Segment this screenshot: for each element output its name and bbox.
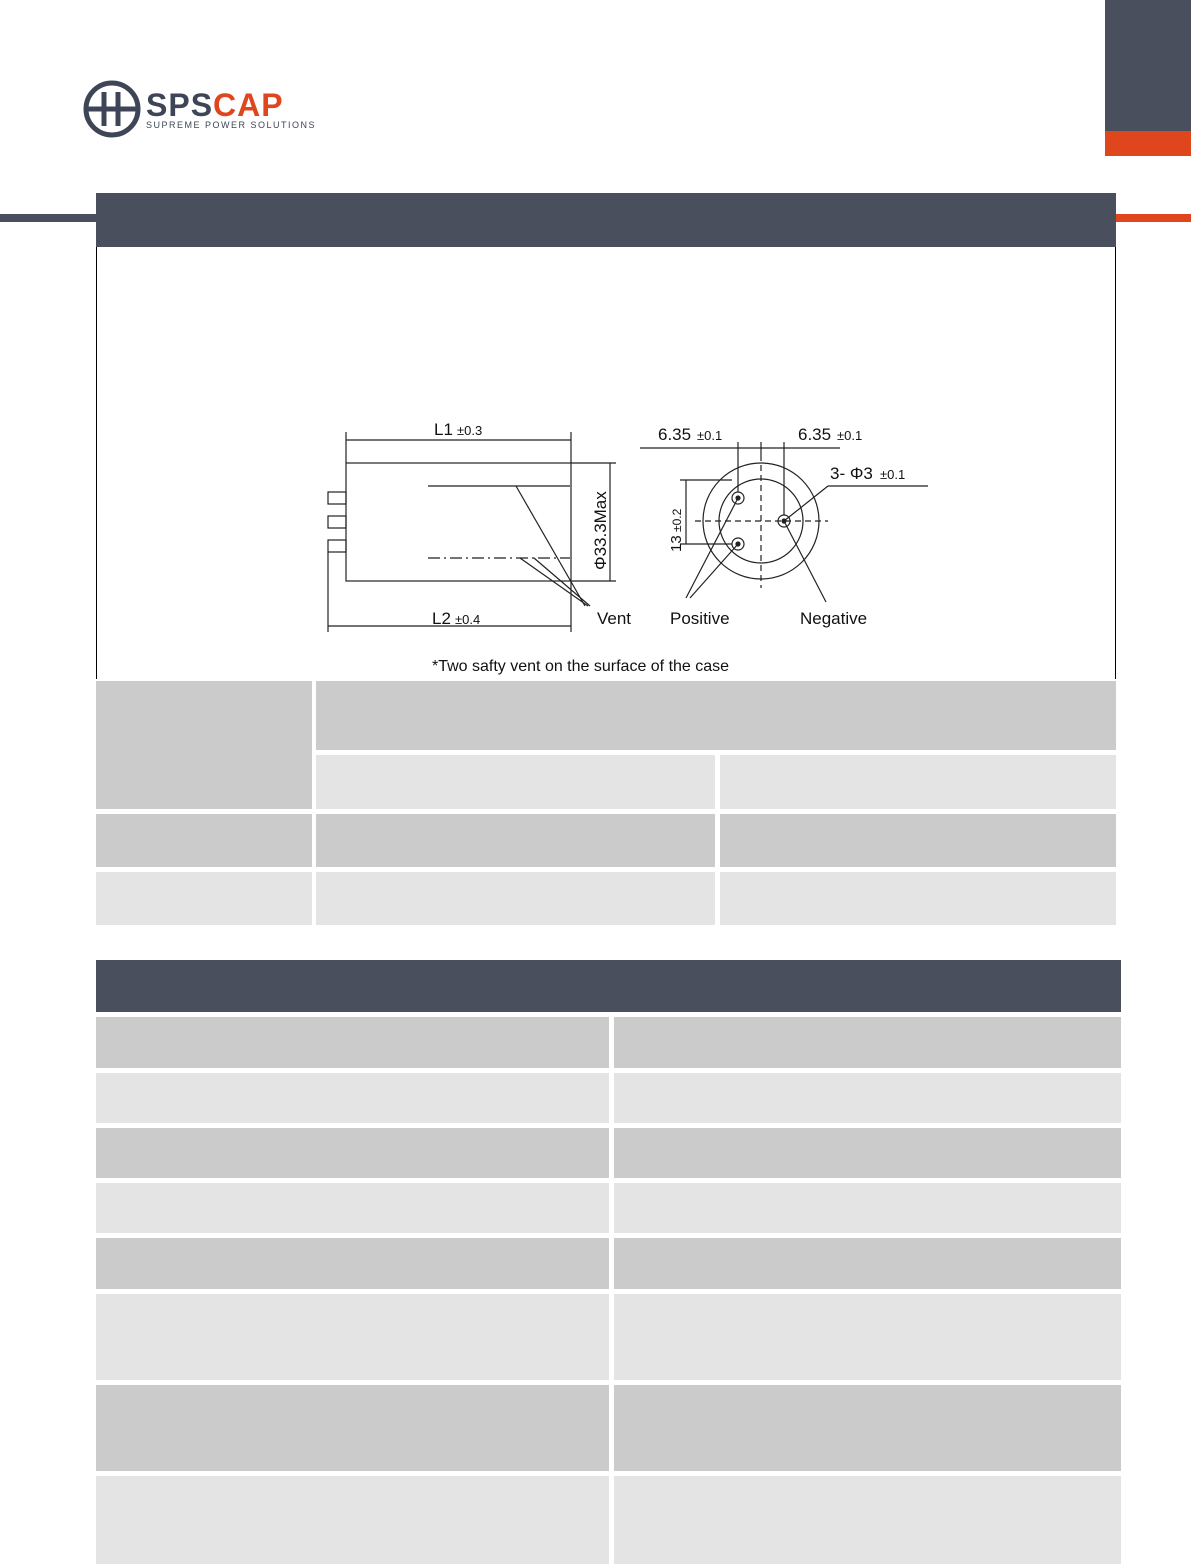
- table-cell: [614, 1017, 1121, 1068]
- drawing-footnote: *Two safty vent on the surface of the case: [432, 658, 730, 675]
- table-cell: [96, 1017, 609, 1068]
- pitch-right-label: 6.35: [798, 425, 832, 444]
- table-cell: [96, 1385, 609, 1471]
- pitch-right-tolerance: ±0.1: [837, 428, 863, 443]
- l2-label: L2: [432, 609, 451, 628]
- table-cell: [720, 755, 1116, 809]
- l1-tolerance: ±0.3: [457, 423, 483, 438]
- logo-tagline: SUPREME POWER SOLUTIONS: [146, 120, 317, 130]
- table-cell: [614, 1476, 1121, 1564]
- height-label: 13: [668, 535, 685, 552]
- logo-mark-icon: [82, 78, 142, 140]
- table-cell: [614, 1238, 1121, 1289]
- table-cell: [614, 1385, 1121, 1471]
- hole-label: 3- Φ3: [830, 464, 873, 483]
- table-cell: [614, 1073, 1121, 1123]
- pitch-left-label: 6.35: [658, 425, 692, 444]
- table-cell: [614, 1294, 1121, 1380]
- logo-wordmark-primary: SPS: [146, 87, 214, 123]
- section-rule-right: [1116, 214, 1191, 222]
- table-cell: [720, 814, 1116, 867]
- table-cell: [96, 1294, 609, 1380]
- logo-wordmark: [146, 89, 284, 121]
- table-cell: [316, 681, 1116, 750]
- logo-wordmark-accent: CAP: [213, 87, 284, 123]
- table-cell: [96, 1183, 609, 1233]
- table-cell: [720, 872, 1116, 925]
- table-cell: [316, 814, 715, 867]
- table-cell: [96, 1238, 609, 1289]
- dimension-drawing: [320, 410, 950, 680]
- table-cell: [96, 814, 312, 867]
- section-header-bar-2: [96, 960, 1121, 1012]
- table-cell: [96, 1073, 609, 1123]
- l2-tolerance: ±0.4: [455, 612, 481, 627]
- table-cell: [96, 1476, 609, 1564]
- table-cell: [316, 755, 715, 809]
- diameter-label: Φ33.3Max: [591, 491, 610, 570]
- table-cell: [96, 1128, 609, 1178]
- table-cell: [614, 1183, 1121, 1233]
- height-tolerance: ±0.2: [670, 508, 684, 532]
- section-rule-left: [0, 214, 100, 222]
- negative-label: Negative: [800, 609, 868, 628]
- section-header-bar: [96, 193, 1116, 247]
- spscap-logo: [82, 78, 332, 140]
- vent-label: Vent: [597, 609, 632, 628]
- pitch-left-tolerance: ±0.1: [697, 428, 723, 443]
- table-cell: [316, 872, 715, 925]
- corner-tab: [1105, 0, 1191, 131]
- corner-tab-accent: [1105, 131, 1191, 156]
- table-cell: [614, 1128, 1121, 1178]
- positive-label: Positive: [670, 609, 730, 628]
- table-cell: [96, 872, 312, 925]
- l1-label: L1: [434, 420, 453, 439]
- hole-tolerance: ±0.1: [880, 467, 906, 482]
- table-cell: [96, 681, 312, 809]
